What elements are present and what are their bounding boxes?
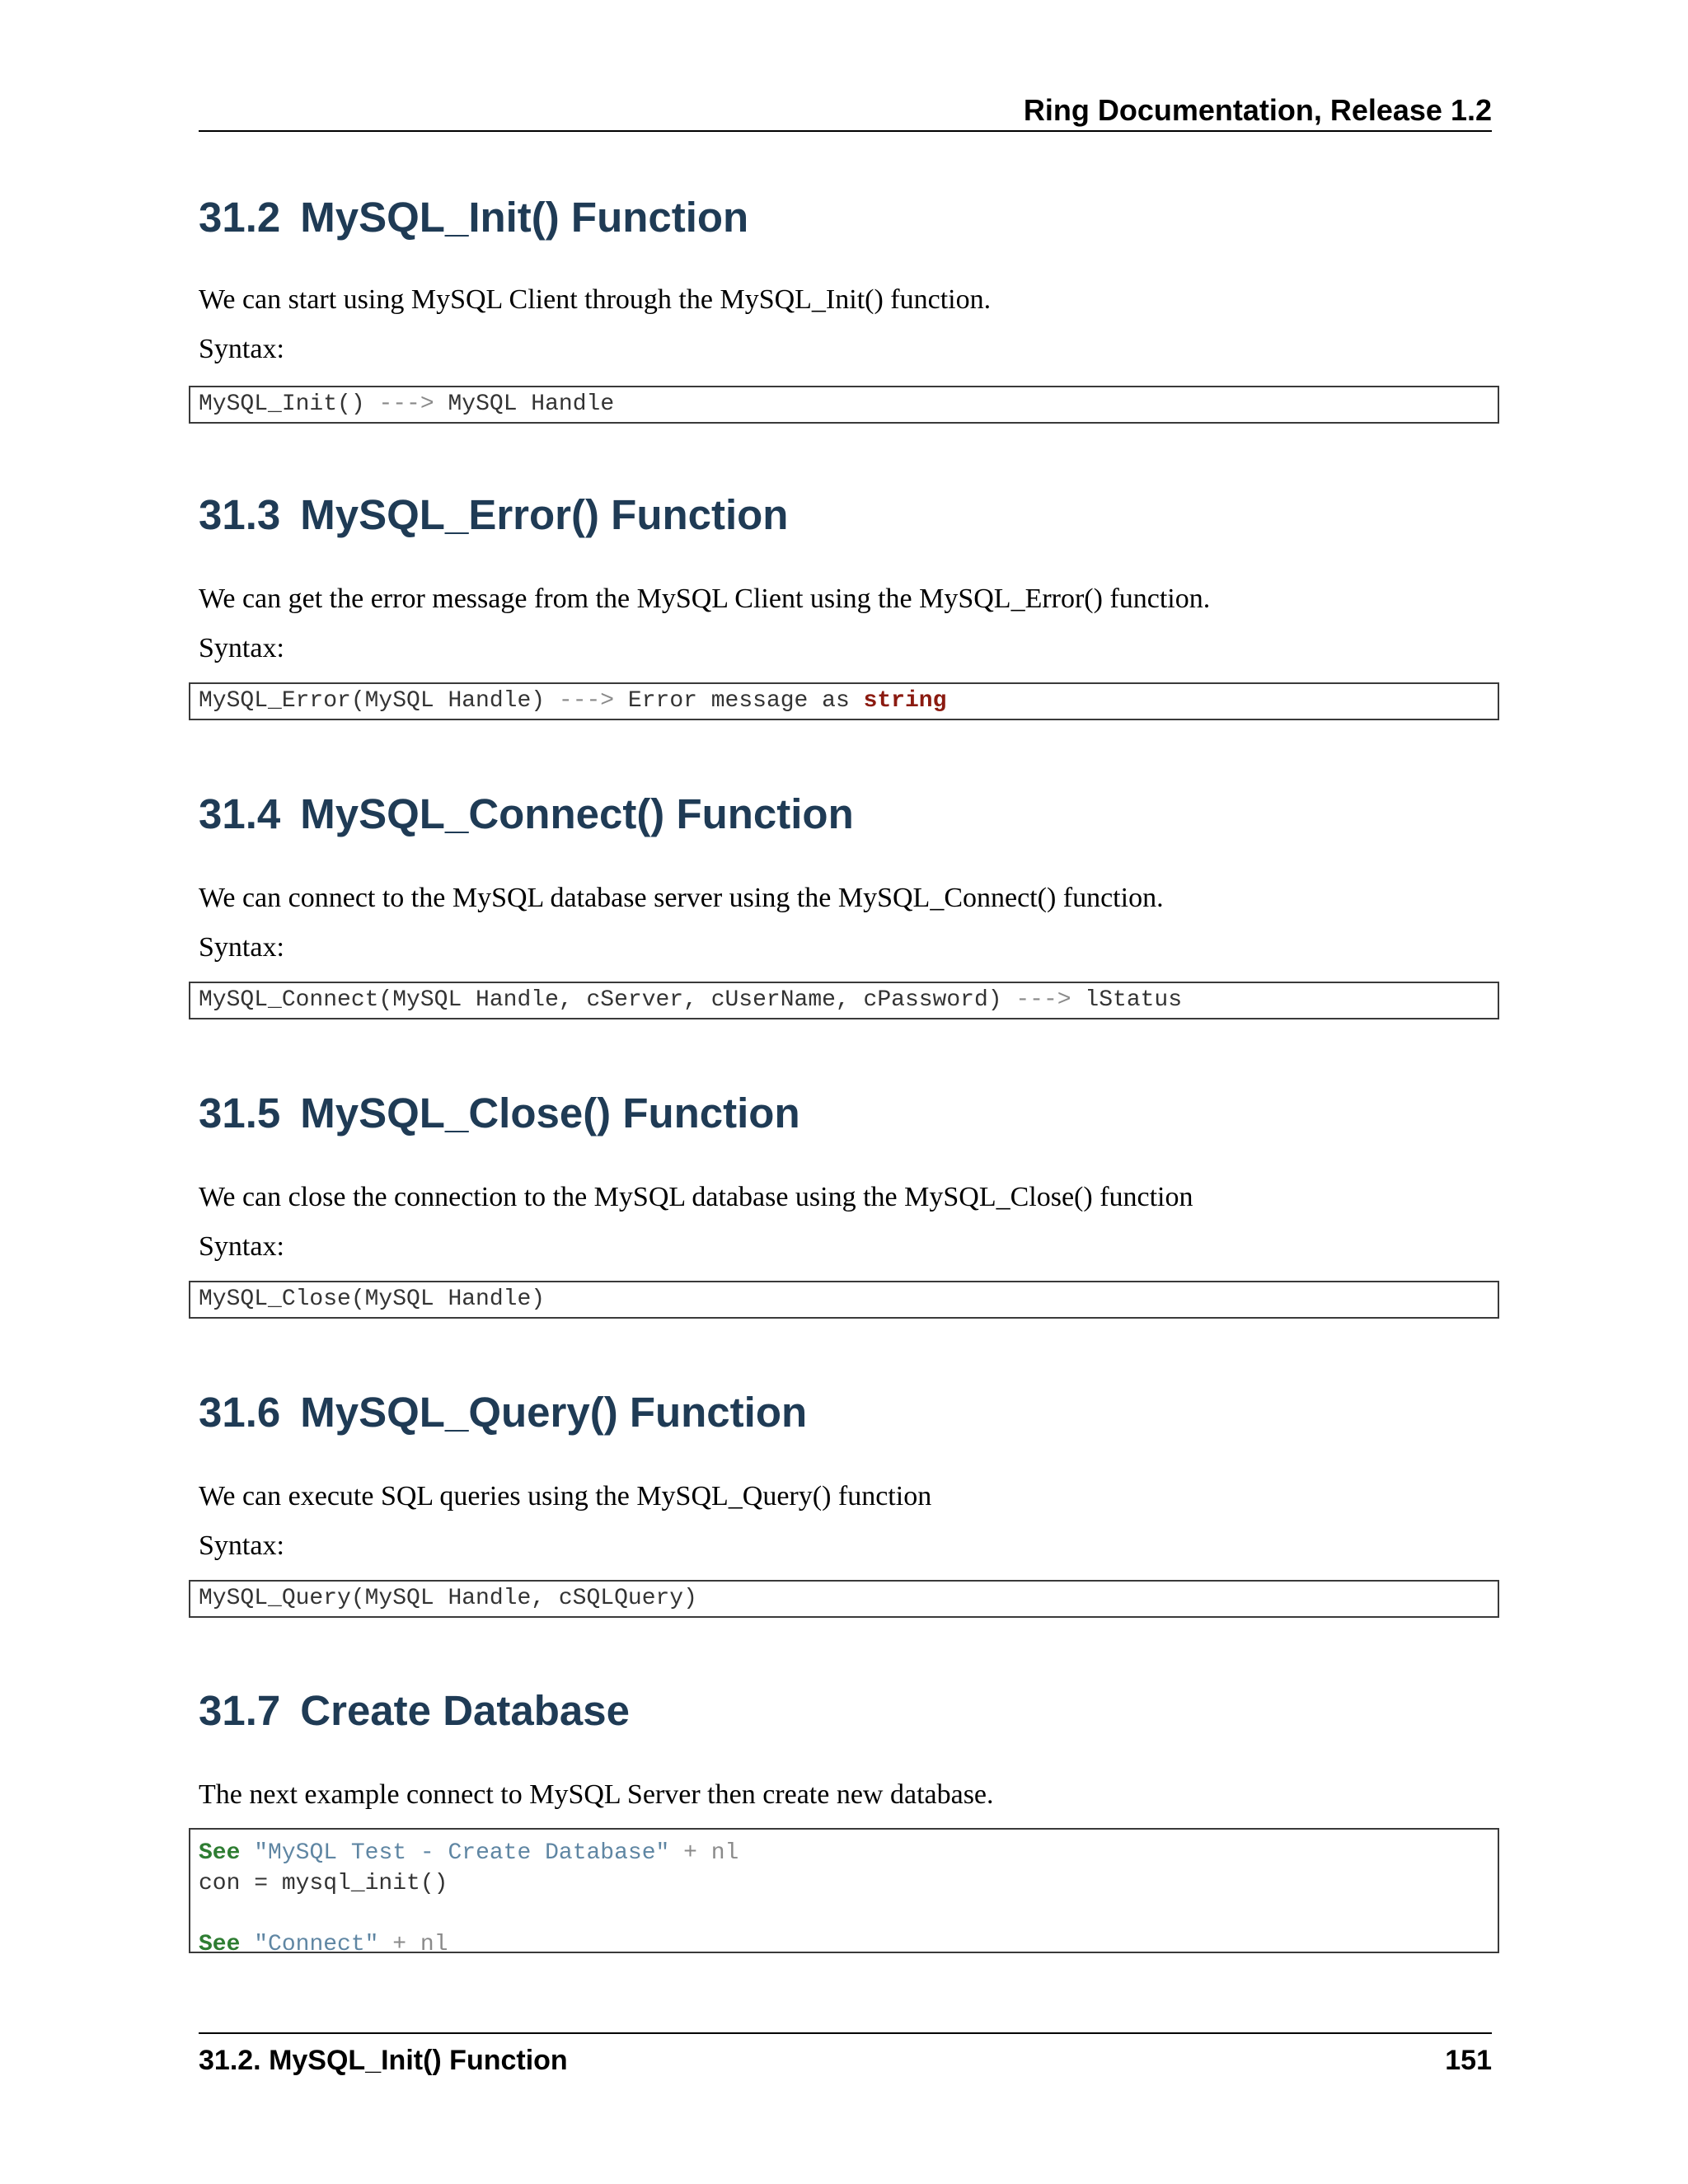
section-title (199, 1685, 1492, 1737)
syntax-code-block (189, 1580, 1499, 1618)
section-mysql-query (199, 1386, 1492, 1611)
section-number: 31.5 (199, 1090, 281, 1137)
syntax-label: Syntax: (199, 334, 284, 364)
code-string: "MySQL Test - Create Database" (254, 1840, 670, 1866)
section-title (199, 1386, 1492, 1439)
section-title (199, 1087, 1492, 1140)
syntax-label: Syntax: (199, 1231, 284, 1262)
code-result: MySQL Handle (448, 391, 615, 417)
section-heading: MySQL_Close() Function (300, 1090, 800, 1137)
section-number: 31.6 (199, 1389, 281, 1436)
code-call: MySQL_Error(MySQL Handle) (199, 688, 546, 714)
syntax-code-block (189, 386, 1499, 424)
section-title (199, 191, 1492, 244)
section-description: We can execute SQL queries using the MySQL_Query() function (199, 1481, 932, 1511)
code-line-blank (199, 1899, 1489, 1929)
code-line (199, 1929, 1489, 1953)
section-heading: Create Database (300, 1687, 630, 1734)
code-line (199, 1838, 1489, 1868)
section-heading: MySQL_Connect() Function (300, 790, 854, 837)
syntax-code-block (189, 982, 1499, 1019)
section-description: We can connect to the MySQL database server using the MySQL_Connect() function. (199, 883, 1164, 913)
code-string: "Connect" (254, 1932, 379, 1953)
header-rule (199, 130, 1492, 132)
section-heading: MySQL_Init() Function (300, 194, 749, 241)
code-line (199, 1868, 1489, 1899)
section-description: The next example connect to MySQL Server then create new database. (199, 1779, 994, 1810)
section-mysql-init (199, 191, 1492, 417)
code-arrow: ---> (378, 391, 434, 417)
syntax-label: Syntax: (199, 633, 284, 663)
section-mysql-connect (199, 788, 1492, 1013)
section-number: 31.3 (199, 491, 281, 538)
section-number: 31.2 (199, 194, 281, 241)
code-text: con = mysql_init() (199, 1871, 448, 1896)
code-keyword-string: string (863, 688, 947, 714)
code-result: lStatus (1085, 987, 1183, 1013)
section-title (199, 489, 1492, 541)
footer-section-title: 31.2. MySQL_Init() Function (199, 2045, 568, 2076)
section-number: 31.4 (199, 790, 281, 837)
section-description: We can start using MySQL Client through the MySQL_Init() function. (199, 284, 992, 315)
page-number: 151 (1445, 2045, 1492, 2076)
code-result: Error message as (627, 688, 850, 714)
syntax-code-block (189, 682, 1499, 720)
syntax-label: Syntax: (199, 1530, 284, 1561)
code-call: MySQL_Query(MySQL Handle, cSQLQuery) (199, 1586, 697, 1611)
footer-rule (199, 2032, 1492, 2034)
code-keyword-see: See (199, 1840, 241, 1866)
section-heading: MySQL_Error() Function (300, 491, 789, 538)
code-call: MySQL_Close(MySQL Handle) (199, 1286, 546, 1312)
section-description: We can close the connection to the MySQL database using the MySQL_Close() function (199, 1182, 1193, 1212)
section-heading: MySQL_Query() Function (300, 1389, 808, 1436)
code-call: MySQL_Connect(MySQL Handle, cServer, cUserName, cPassword) (199, 987, 1002, 1013)
code-arrow: ---> (1015, 987, 1071, 1013)
code-arrow: ---> (558, 688, 615, 714)
code-call: MySQL_Init() (199, 391, 365, 417)
section-mysql-close (199, 1087, 1492, 1312)
running-header: Ring Documentation, Release 1.2 (1023, 93, 1492, 127)
section-title (199, 788, 1492, 841)
section-number: 31.7 (199, 1687, 281, 1734)
syntax-label: Syntax: (199, 932, 284, 963)
section-mysql-error (199, 489, 1492, 714)
section-description: We can get the error message from the MySQL Client using the MySQL_Error() function. (199, 583, 1211, 614)
syntax-code-block (189, 1281, 1499, 1319)
code-rest: + nl (683, 1840, 739, 1866)
code-rest: + nl (392, 1932, 448, 1953)
example-code-block (189, 1828, 1499, 1953)
code-keyword-see: See (199, 1932, 241, 1953)
section-create-database (199, 1685, 1492, 1953)
